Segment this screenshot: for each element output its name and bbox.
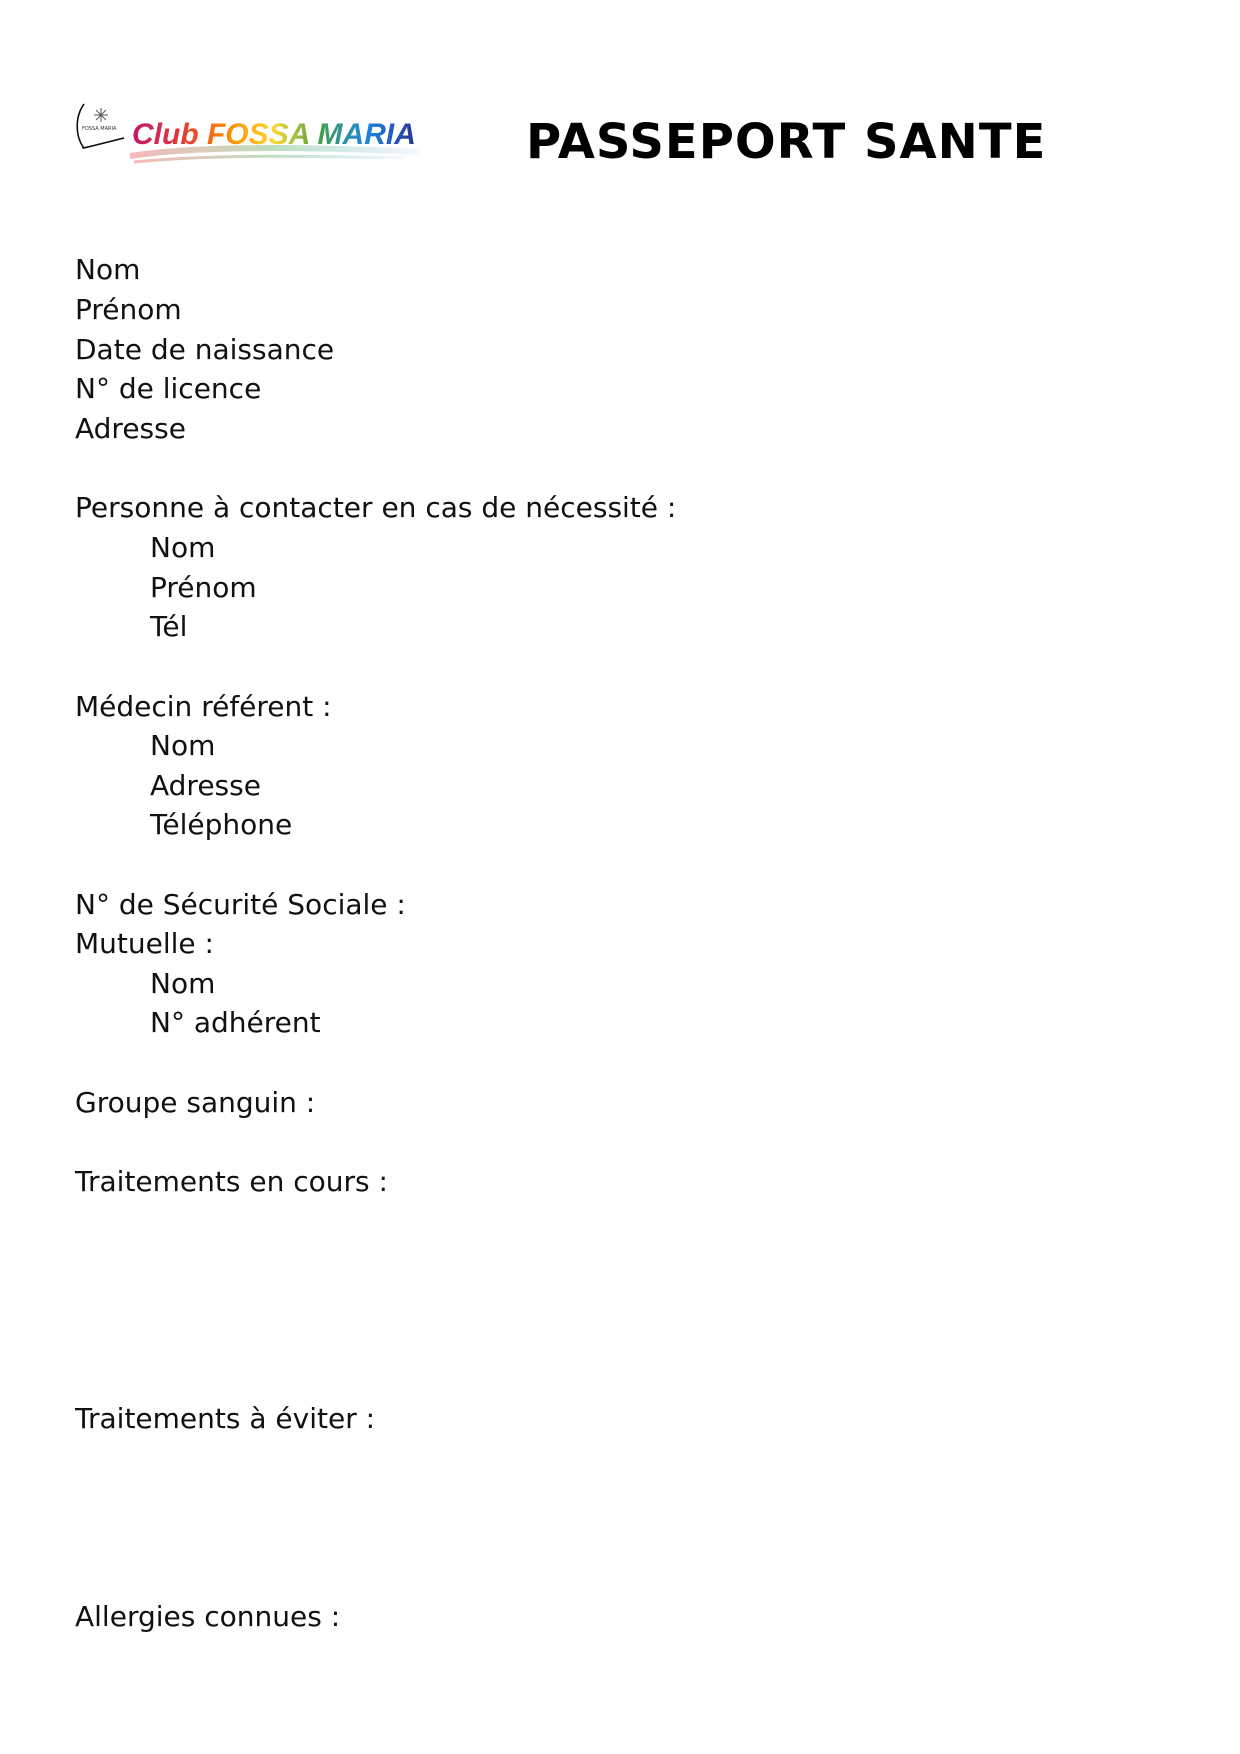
medecin-heading: Médecin référent : [75,690,332,723]
logo-badge-text: FOSSA MARIA [82,126,117,132]
medecin-nom: Nom [150,729,216,762]
medecin-telephone: Téléphone [150,808,293,841]
field-adresse: Adresse [75,412,186,445]
medecin-adresse: Adresse [150,769,261,802]
allergies-field: Allergies connues : [75,1600,341,1633]
contact-nom: Nom [150,531,216,564]
contact-heading: Personne à contacter en cas de nécessité : [75,491,677,524]
star-swoosh-logo-icon [74,96,424,180]
mutuelle-nom: Nom [150,967,216,1000]
mutuelle-heading: Mutuelle : [75,927,214,960]
traitements-a-eviter-field: Traitements à éviter : [75,1402,376,1435]
field-date-naissance: Date de naissance [75,333,335,366]
contact-prenom: Prénom [150,571,257,604]
contact-tel: Tél [150,610,188,643]
field-nom: Nom [75,253,141,286]
page-title: PASSEPORT SANTE [526,114,1047,170]
mutuelle-adherent: N° adhérent [150,1006,321,1039]
field-licence: N° de licence [75,372,262,405]
securite-sociale-field: N° de Sécurité Sociale : [75,888,406,921]
groupe-sanguin-field: Groupe sanguin : [75,1086,316,1119]
club-logo [74,96,424,180]
traitements-en-cours-field: Traitements en cours : [75,1165,388,1198]
logo-text: Club FOSSA MARIA [132,118,416,151]
field-prenom: Prénom [75,293,182,326]
